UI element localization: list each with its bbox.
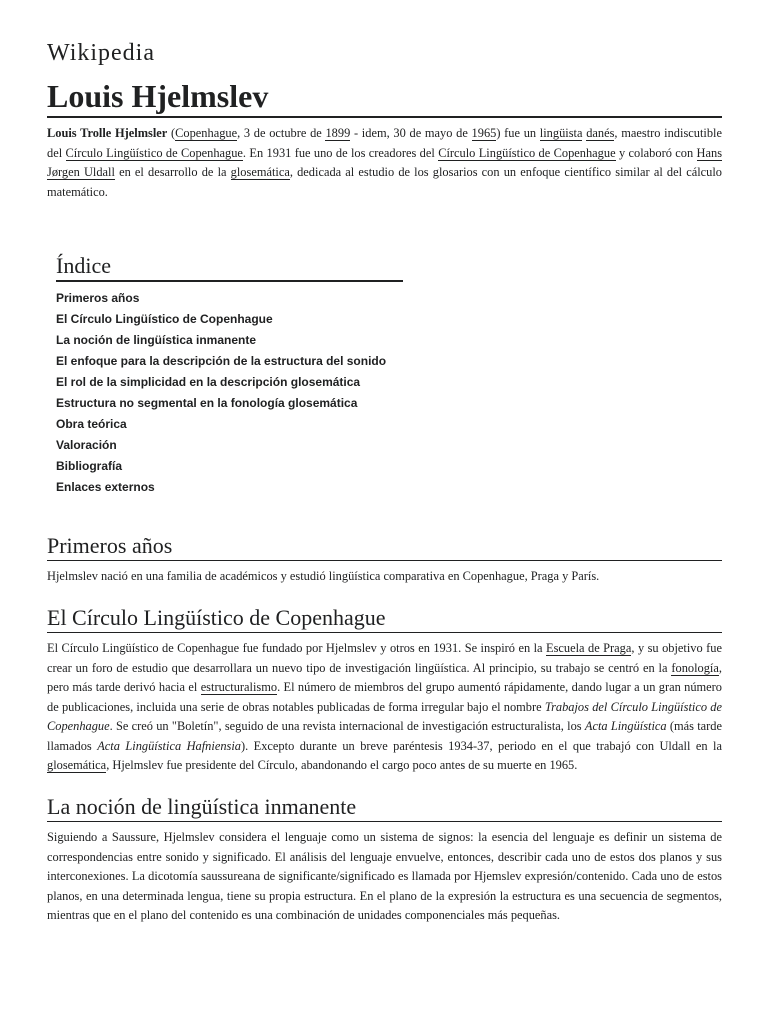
text: , 3 de octubre de [237,126,326,140]
text: . El número de miembros del grupo aumentó rápidamente, dando lugar a un gran número de publicaciones, incluida una serie de obras notables publicadas de forma irregular bajo el nombre [47,680,722,714]
section-heading-primeros-anos: Primeros años [47,532,722,561]
toc-item[interactable]: Valoración [56,438,117,452]
subject-name: Louis Trolle Hjelmsler [47,126,168,140]
toc-item[interactable]: El enfoque para la descripción de la estructura del sonido [56,354,387,368]
text: y colaboró con [615,145,697,160]
link-linguista[interactable]: lingüista [539,126,583,140]
text: . En 1931 fue uno de los creadores del [242,145,439,160]
italic-title: Acta Lingüística [584,719,667,733]
text: (más tarde llamados [47,719,722,753]
toc-item[interactable]: El rol de la simplicidad en la descripción glosemática [56,375,361,389]
section-heading-circulo: El Círculo Lingüístico de Copenhague [47,604,722,633]
section-paragraph: Hjelmslev nació en una familia de académicos y estudió lingüística comparativa en Copenhague, Praga y París. [47,569,600,583]
section-paragraph [47,639,722,776]
text: , y su objetivo fue crear un foro de estudio que desarrollara un nuevo tipo de investigación lingüística. Al principio, su trabajo se centró en la [47,641,722,675]
italic-title: Acta Lingüística Hafniensia [97,738,241,753]
text: El Círculo Lingüístico de Copenhague fue fundado por Hjelmslev y otros en 1931. Se inspiró en la [47,641,547,655]
text: , Hjelmslev fue presidente del Círculo, abandonando el cargo poco antes de su muerte en 1965. [106,758,578,772]
link-uldall[interactable]: Hans Jørgen Uldall [47,145,723,179]
toc-item[interactable]: El Círculo Lingüístico de Copenhague [56,312,273,326]
link-glosematica[interactable]: glosemática [230,165,290,179]
text: ( [167,126,176,140]
link-circulo-2[interactable]: Círculo Lingüístico de Copenhague [438,145,616,160]
intro-paragraph [47,124,722,202]
text: , maestro indiscutible del [47,126,722,160]
text: - idem, 30 de mayo de [350,126,472,140]
toc-item[interactable]: Obra teórica [56,417,127,431]
text: ). Excepto durante un breve paréntesis 1934-37, periodo en el que trabajó con Uldall en la [240,738,723,753]
toc-title: Índice [56,252,403,282]
link-danes[interactable]: danés [586,126,615,140]
text: . Se creó un "Boletín", seguido de una revista internacional de investigación estructuralista, los [109,719,585,733]
link-estructuralismo[interactable]: estructuralismo [200,680,278,694]
table-of-contents [56,252,403,498]
link-escuela-praga[interactable]: Escuela de Praga [546,641,632,655]
link-circulo-1[interactable]: Círculo Lingüístico de Copenhague [65,145,243,160]
section-heading-linguistica-inmanente: La noción de lingüística inmanente [47,793,722,822]
text: , dedicada al estudio de los glosarios con un enfoque científico similar al del cálculo matemático. [47,165,722,199]
link-fonologia[interactable]: fonología [671,660,719,675]
link-copenhague[interactable]: Copenhague [175,126,238,140]
link-1899[interactable]: 1899 [325,126,351,140]
toc-item[interactable]: Primeros años [56,291,140,305]
toc-item[interactable]: Estructura no segmental en la fonología glosemática [56,396,358,410]
italic-title: Trabajos del Círculo Lingüístico de Copenhague [47,699,722,733]
toc-item[interactable]: La noción de lingüística inmanente [56,333,257,347]
wikipedia-logo[interactable]: Wikipedia [47,40,155,66]
text: en el desarrollo de la [114,165,231,179]
toc-list [56,288,403,498]
link-1965[interactable]: 1965 [471,126,497,140]
toc-item[interactable]: Bibliografía [56,459,123,473]
link-glosematica-2[interactable]: glosemática [47,758,107,772]
toc-item[interactable]: Enlaces externos [56,480,155,494]
page-title: Louis Hjelmslev [47,76,722,118]
text: , pero más tarde derivó hacia el [47,660,722,694]
text: ) fue un [496,126,540,140]
section-paragraph: Siguiendo a Saussure, Hjelmslev considera el lenguaje como un sistema de signos: la esencia del lenguaje es definir un sistema de correspondencias entre sonido y significado. El análisis del lenguaje envuelve, entonces, describir cada uno de estos dos planos y sus interconexiones. La dicotomía saussureana de significante/significado es llamada por Hjemslev expresión/contenido. Cada uno de estos planos, en una determinada lengua, tiene su propia estructura. En el plano de la expresión la estructura es una secuencia de segmentos, mientras que en el plano del contenido es una combinación de unidades componenciales más pequeñas. [47,830,722,922]
